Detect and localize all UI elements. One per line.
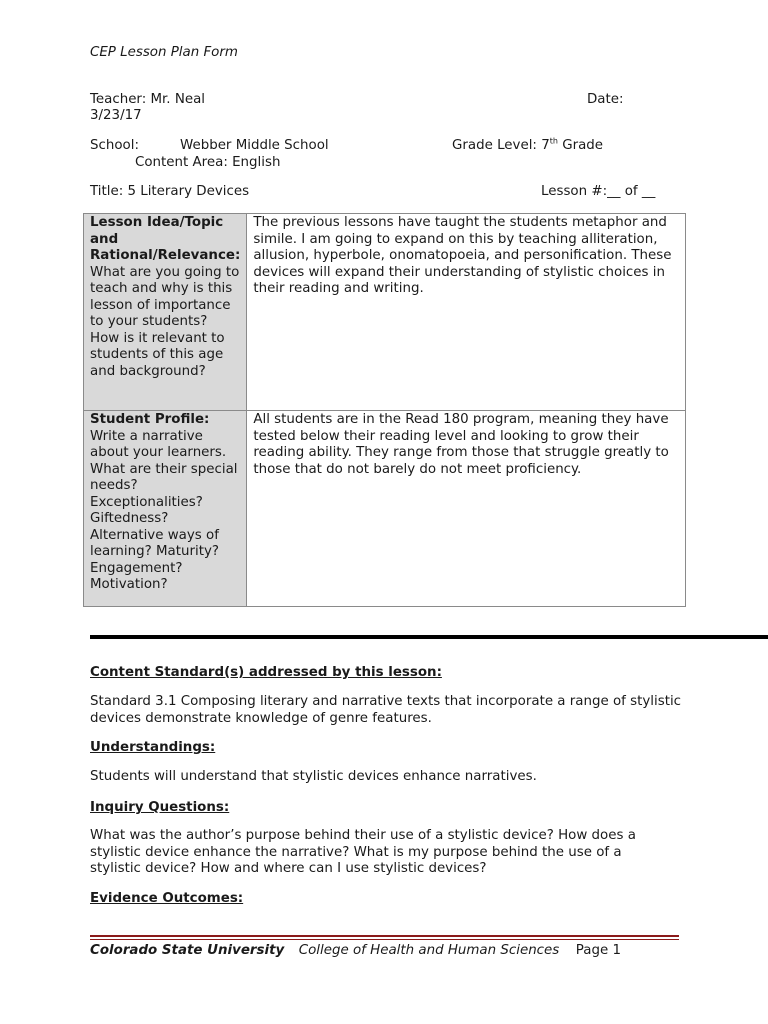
content-area: Content Area: English	[135, 155, 281, 170]
lesson-plan-table	[83, 213, 686, 607]
topic-text-cell: The previous lessons have taught the students metaphor and simile. I am going to expand on this by teaching alliteration, allusion, hyperbole, onomatopoeia, and personification. These devices will expand their understanding of stylistic choices in their reading and writing.	[247, 214, 686, 411]
lesson-title: Title: 5 Literary Devices	[90, 184, 250, 199]
school-value: Webber Middle School	[180, 138, 329, 153]
standards-text: Standard 3.1 Composing literary and narrative texts that incorporate a range of stylistic devices demonstrate knowledge of genre features.	[90, 694, 682, 726]
footer	[90, 943, 621, 960]
profile-label-rest: Write a narrative about your learners. What are their special needs? Exceptionalities? Giftedness? Alternative ways of learning? Maturity? Engagement? Motivation?	[90, 428, 238, 592]
table-row	[84, 214, 686, 411]
form-title: CEP Lesson Plan Form	[90, 45, 238, 60]
topic-label-rest: What are you going to teach and why is this lesson of importance to your students? How is it relevant to students of this age and background?	[90, 264, 240, 379]
topic-label-bold: Lesson Idea/Topic and Rational/Relevance:	[90, 215, 241, 263]
inquiry-heading: Inquiry Questions:	[90, 800, 230, 815]
inquiry-text: What was the author’s purpose behind their use of a stylistic device? How does a stylistic device enhance the narrative? What is my purpose behind the use of a stylistic device? How and where can I use stylistic devices?	[90, 828, 636, 876]
profile-label-bold: Student Profile:	[90, 412, 210, 427]
grade-level	[452, 138, 603, 155]
profile-label-cell	[84, 411, 247, 607]
section-divider	[90, 635, 768, 639]
teacher-line: Teacher: Mr. Neal	[90, 92, 205, 107]
school-label: School:	[90, 138, 139, 153]
grade-prefix: Grade Level: 7	[452, 138, 550, 153]
grade-sup: th	[549, 136, 558, 146]
date-label: Date:	[587, 92, 624, 107]
evidence-heading: Evidence Outcomes:	[90, 891, 244, 906]
footer-page: Page 1	[575, 943, 621, 958]
topic-label-cell	[84, 214, 247, 411]
footer-college: College of Health and Human Sciences	[298, 943, 560, 958]
understandings-text: Students will understand that stylistic devices enhance narratives.	[90, 769, 537, 784]
footer-university: Colorado State University	[90, 943, 285, 958]
understandings-heading: Understandings:	[90, 740, 216, 755]
grade-suffix: Grade	[557, 138, 604, 153]
profile-text-cell: All students are in the Read 180 program, meaning they have tested below their reading level and looking to grow their reading ability. They range from those that struggle greatly to those that do not barely do not meet proficiency.	[247, 411, 686, 607]
table-row	[84, 411, 686, 607]
lesson-number: Lesson #:__ of __	[541, 184, 656, 199]
standards-heading: Content Standard(s) addressed by this lesson:	[90, 665, 442, 680]
date-value: 3/23/17	[90, 108, 142, 123]
footer-rule-thin	[90, 939, 679, 940]
footer-rule	[90, 935, 679, 937]
